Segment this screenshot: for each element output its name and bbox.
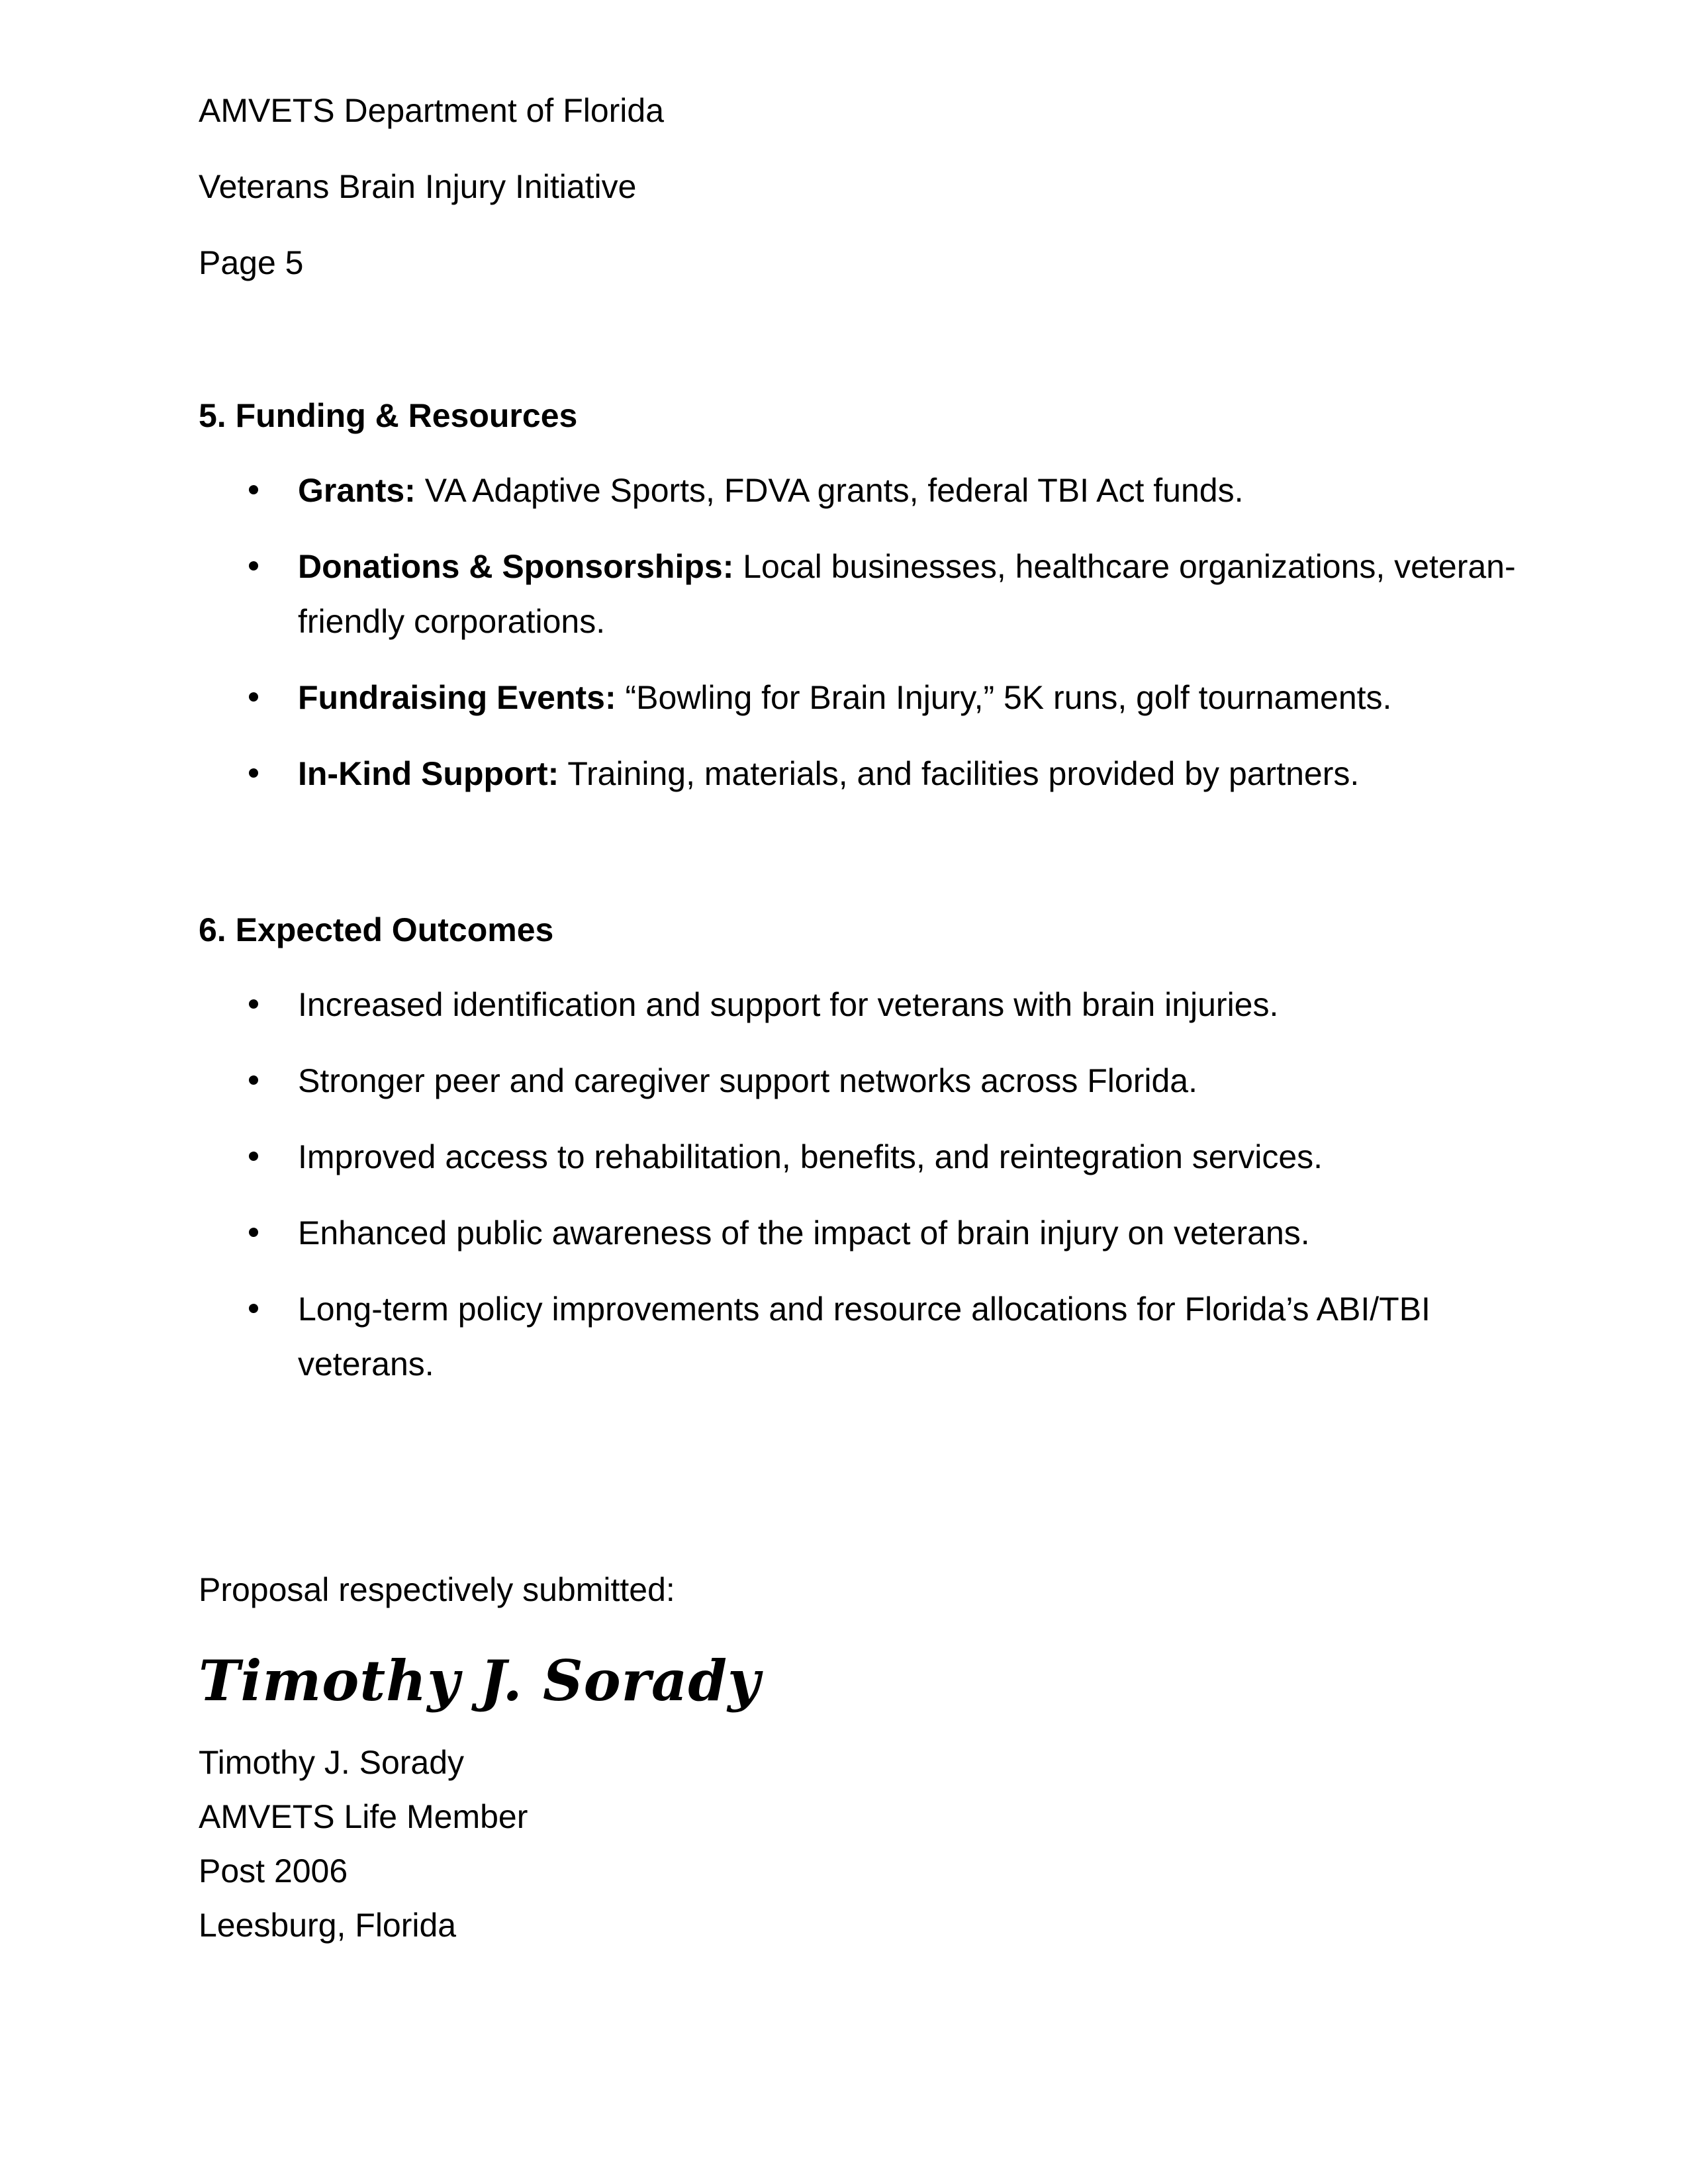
bullet-icon bbox=[249, 485, 258, 494]
bullet-icon bbox=[249, 1075, 258, 1085]
funding-item-text bbox=[298, 670, 1523, 725]
funding-item-text bbox=[298, 747, 1523, 801]
submitted-label: Proposal respectively submitted: bbox=[199, 1571, 675, 1608]
outcome-item-text: Increased identification and support for veterans with brain injuries. bbox=[298, 986, 1279, 1023]
funding-item-text bbox=[298, 463, 1523, 518]
bullet-icon bbox=[249, 1152, 258, 1161]
bullet-icon bbox=[249, 561, 258, 570]
section-5-heading: 5. Funding & Resources bbox=[199, 397, 578, 434]
funding-item-body: VA Adaptive Sports, FDVA grants, federal TBI Act funds. bbox=[415, 472, 1244, 509]
outcome-item-text: Stronger peer and caregiver support networks across Florida. bbox=[298, 1062, 1197, 1099]
funding-item-body: “Bowling for Brain Injury,” 5K runs, golf tournaments. bbox=[616, 679, 1392, 716]
funding-item-body: Training, materials, and facilities provided by partners. bbox=[559, 755, 1360, 792]
outcome-item-text: Enhanced public awareness of the impact of brain injury on veterans. bbox=[298, 1214, 1310, 1251]
header-organization: AMVETS Department of Florida bbox=[199, 92, 665, 129]
section-6-heading: 6. Expected Outcomes bbox=[199, 911, 554, 948]
bullet-icon bbox=[249, 768, 258, 778]
header-program: Veterans Brain Injury Initiative bbox=[199, 168, 637, 205]
funding-item-label: Donations & Sponsorships: bbox=[298, 548, 734, 585]
outcome-item-text: Long-term policy improvements and resource allocations for Florida’s ABI/TBI veterans. bbox=[298, 1291, 1430, 1383]
signer-post: Post 2006 bbox=[199, 1852, 348, 1889]
signer-name: Timothy J. Sorady bbox=[199, 1744, 465, 1781]
signer-location: Leesburg, Florida bbox=[199, 1907, 457, 1944]
bullet-icon bbox=[249, 1228, 258, 1237]
bullet-icon bbox=[249, 692, 258, 702]
funding-item-label: Fundraising Events: bbox=[298, 679, 616, 716]
bullet-icon bbox=[249, 999, 258, 1009]
funding-item-text bbox=[298, 539, 1523, 649]
outcome-item-text: Improved access to rehabilitation, benefits, and reintegration services. bbox=[298, 1138, 1323, 1175]
signature: Timothy J. Sorady bbox=[199, 1648, 761, 1713]
funding-item-label: In-Kind Support: bbox=[298, 755, 559, 792]
bullet-icon bbox=[249, 1304, 258, 1313]
funding-item-label: Grants: bbox=[298, 472, 416, 509]
signer-title: AMVETS Life Member bbox=[199, 1798, 528, 1835]
funding-item-body: Local businesses, healthcare organizations, veteran-friendly corporations. bbox=[298, 548, 1516, 640]
header-page-label: Page 5 bbox=[199, 244, 304, 281]
